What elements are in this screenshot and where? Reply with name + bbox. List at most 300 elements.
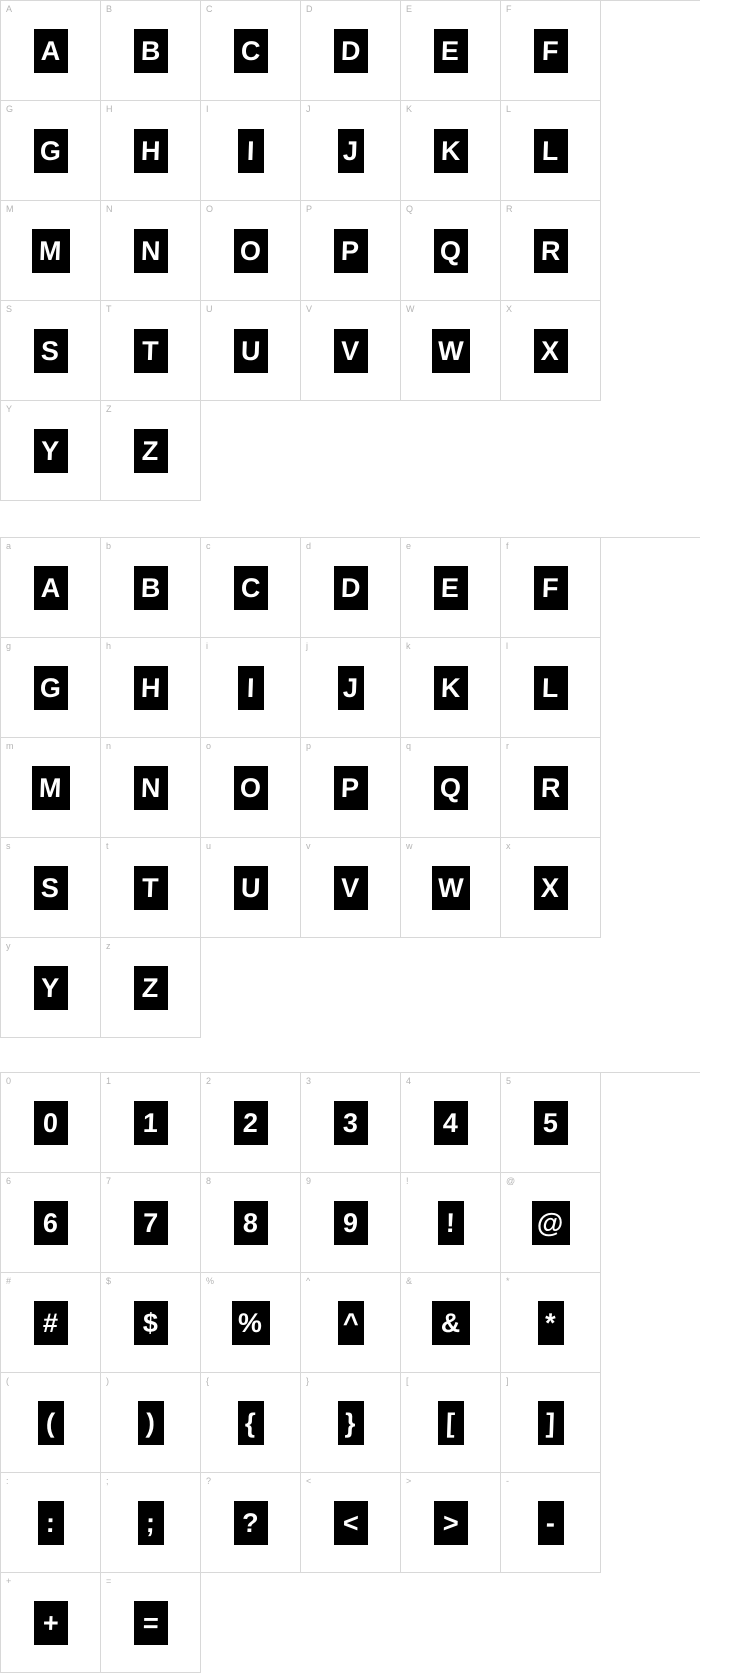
glyph-code-label: K <box>406 104 413 114</box>
glyph-character: 2 <box>242 1107 259 1138</box>
glyph-cell[interactable] <box>301 1 401 101</box>
glyph-tile <box>134 329 168 373</box>
glyph-cell[interactable] <box>1 1 101 101</box>
glyph-cell[interactable] <box>101 538 201 638</box>
glyph-character: X <box>540 335 561 366</box>
glyph-tile <box>434 666 468 710</box>
glyph-character: 7 <box>142 1207 159 1238</box>
glyph-code-label: P <box>306 204 313 214</box>
glyph-cell[interactable] <box>1 538 101 638</box>
glyph-tile <box>34 429 68 473</box>
block-lowercase <box>0 537 740 1038</box>
glyph-cell[interactable] <box>101 401 201 501</box>
glyph-cell[interactable] <box>101 1273 201 1373</box>
glyph-code-label: t <box>106 841 109 851</box>
glyph-character: * <box>544 1307 557 1338</box>
glyph-cell[interactable] <box>1 1473 101 1573</box>
glyph-character: G <box>39 672 62 703</box>
glyph-tile <box>334 329 368 373</box>
glyph-code-label: Z <box>106 404 112 414</box>
glyph-cell[interactable] <box>101 301 201 401</box>
glyph-character: N <box>140 235 161 266</box>
glyph-character: C <box>240 572 261 603</box>
glyph-code-label: R <box>506 204 513 214</box>
glyph-character: 6 <box>42 1207 59 1238</box>
glyph-tile <box>134 866 168 910</box>
glyph-character: B <box>140 572 161 603</box>
glyph-cell[interactable] <box>501 1473 601 1573</box>
glyph-character: ] <box>545 1407 556 1438</box>
glyph-character: V <box>340 872 361 903</box>
glyph-character: ) <box>145 1407 156 1438</box>
glyph-character: U <box>240 872 261 903</box>
glyph-character: 4 <box>442 1107 459 1138</box>
glyph-cell[interactable] <box>101 838 201 938</box>
glyph-tile <box>434 29 468 73</box>
glyph-cell[interactable] <box>201 538 301 638</box>
glyph-tile <box>334 229 368 273</box>
glyph-code-label: w <box>406 841 413 851</box>
glyph-cell[interactable] <box>1 838 101 938</box>
block-divider <box>0 501 740 537</box>
glyph-tile <box>434 1501 468 1545</box>
glyph-character: = <box>142 1607 159 1638</box>
glyph-tile <box>334 29 368 73</box>
glyph-code-label: k <box>406 641 411 651</box>
glyph-cell[interactable] <box>101 1073 201 1173</box>
glyph-cell[interactable] <box>101 1173 201 1273</box>
glyph-tile <box>238 1401 264 1445</box>
glyph-tile <box>34 129 68 173</box>
glyph-code-label: g <box>6 641 12 651</box>
glyph-tile <box>534 229 568 273</box>
glyph-code-label: ! <box>406 1176 409 1186</box>
glyph-code-label: n <box>106 741 112 751</box>
glyph-character: Z <box>141 972 160 1003</box>
glyph-tile <box>134 766 168 810</box>
glyph-code-label: i <box>206 641 208 651</box>
glyph-tile <box>234 1501 268 1545</box>
glyph-code-label: N <box>106 204 113 214</box>
glyph-character: H <box>140 672 161 703</box>
glyph-cell[interactable] <box>201 1073 301 1173</box>
glyph-code-label: 2 <box>206 1076 212 1086</box>
glyph-character: D <box>340 35 361 66</box>
glyph-code-label: c <box>206 541 211 551</box>
glyph-tile <box>34 1101 68 1145</box>
glyph-cell[interactable] <box>501 538 601 638</box>
glyph-character: ! <box>445 1207 456 1238</box>
glyph-cell[interactable] <box>101 1373 201 1473</box>
glyph-cell[interactable] <box>201 1273 301 1373</box>
glyph-code-label: 1 <box>106 1076 112 1086</box>
glyph-character: < <box>342 1507 359 1538</box>
glyph-code-label: D <box>306 4 313 14</box>
glyph-cell[interactable] <box>201 101 301 201</box>
glyph-cell[interactable] <box>101 738 201 838</box>
glyph-tile <box>134 566 168 610</box>
glyph-cell[interactable] <box>101 201 201 301</box>
glyph-code-label: ) <box>106 1376 109 1386</box>
glyph-character: 9 <box>342 1207 359 1238</box>
glyph-tile <box>38 1401 64 1445</box>
glyph-character: V <box>340 335 361 366</box>
glyph-code-label: ; <box>106 1476 109 1486</box>
glyph-cell[interactable] <box>501 638 601 738</box>
glyph-cell-empty <box>301 938 401 1038</box>
glyph-tile <box>34 1301 68 1345</box>
glyph-tile <box>538 1401 564 1445</box>
glyph-tile <box>334 1101 368 1145</box>
glyph-cell[interactable] <box>301 538 401 638</box>
glyph-character: A <box>40 572 61 603</box>
glyph-tile <box>138 1501 164 1545</box>
glyph-character: C <box>240 35 261 66</box>
glyph-cell[interactable] <box>501 301 601 401</box>
glyph-code-label: * <box>506 1276 510 1286</box>
glyph-code-label: } <box>306 1376 310 1386</box>
glyph-cell[interactable] <box>1 1373 101 1473</box>
glyph-character: R <box>540 235 561 266</box>
glyph-character: + <box>42 1607 59 1638</box>
glyph-tile <box>334 566 368 610</box>
glyph-tile <box>334 1501 368 1545</box>
glyph-tile <box>134 666 168 710</box>
glyph-character: 0 <box>42 1107 59 1138</box>
glyph-cell[interactable] <box>501 1 601 101</box>
glyph-cell[interactable] <box>401 1 501 101</box>
glyph-character: 1 <box>142 1107 159 1138</box>
glyph-code-label: u <box>206 841 212 851</box>
glyph-character: L <box>541 672 560 703</box>
glyph-code-label: e <box>406 541 412 551</box>
glyph-cell[interactable] <box>501 1273 601 1373</box>
glyph-tile <box>134 1301 168 1345</box>
glyph-code-label: L <box>506 104 512 114</box>
block-digits-symbols <box>0 1072 740 1673</box>
glyph-tile <box>134 1101 168 1145</box>
glyph-character: O <box>239 772 262 803</box>
glyph-code-label: H <box>106 104 113 114</box>
glyph-tile <box>438 1401 464 1445</box>
glyph-character: ? <box>241 1507 260 1538</box>
glyph-code-label: ] <box>506 1376 509 1386</box>
glyph-code-label: x <box>506 841 511 851</box>
glyph-character: $ <box>142 1307 159 1338</box>
glyph-code-label: 5 <box>506 1076 512 1086</box>
glyph-cell[interactable] <box>401 1373 501 1473</box>
glyph-code-label: 9 <box>306 1176 312 1186</box>
glyph-tile <box>34 1201 68 1245</box>
glyph-cell[interactable] <box>401 1473 501 1573</box>
glyph-tile <box>34 566 68 610</box>
glyph-cell[interactable] <box>201 301 301 401</box>
glyph-cell[interactable] <box>201 738 301 838</box>
glyph-code-label: F <box>506 4 512 14</box>
glyph-cell[interactable] <box>201 838 301 938</box>
glyph-cell[interactable] <box>301 301 401 401</box>
glyph-cell[interactable] <box>101 1573 201 1673</box>
glyph-character: 3 <box>342 1107 359 1138</box>
glyph-character: P <box>340 772 361 803</box>
glyph-tile <box>234 229 268 273</box>
glyph-cell[interactable] <box>301 1273 401 1373</box>
glyph-character: G <box>39 135 62 166</box>
glyph-code-label: V <box>306 304 313 314</box>
glyph-cell[interactable] <box>101 101 201 201</box>
glyph-tile <box>534 866 568 910</box>
glyph-tile <box>234 29 268 73</box>
glyph-tile <box>232 1301 270 1345</box>
glyph-cell[interactable] <box>301 101 401 201</box>
glyph-code-label: O <box>206 204 214 214</box>
glyph-tile <box>234 866 268 910</box>
glyph-cell[interactable] <box>1 301 101 401</box>
glyph-character: ( <box>45 1407 56 1438</box>
glyph-character: O <box>239 235 262 266</box>
glyph-character: @ <box>536 1207 565 1238</box>
glyph-tile <box>338 129 364 173</box>
glyph-cell[interactable] <box>401 1073 501 1173</box>
glyph-code-label: q <box>406 741 412 751</box>
glyph-code-label: 8 <box>206 1176 212 1186</box>
glyph-cell[interactable] <box>301 1173 401 1273</box>
glyph-code-label: T <box>106 304 112 314</box>
glyph-tile <box>534 129 568 173</box>
glyph-tile <box>234 1101 268 1145</box>
block-uppercase <box>0 0 740 501</box>
glyph-cell[interactable] <box>101 1473 201 1573</box>
glyph-code-label: l <box>506 641 508 651</box>
glyph-character: # <box>42 1307 59 1338</box>
glyph-character: N <box>140 772 161 803</box>
glyph-code-label: f <box>506 541 509 551</box>
glyph-tile <box>134 1601 168 1645</box>
glyph-character: } <box>344 1407 357 1438</box>
glyph-character: 5 <box>542 1107 559 1138</box>
glyph-character: R <box>540 772 561 803</box>
glyph-cell[interactable] <box>1 101 101 201</box>
glyph-tile <box>338 1401 364 1445</box>
glyph-cell[interactable] <box>101 1 201 101</box>
glyph-character: L <box>541 135 560 166</box>
glyph-tile <box>38 1501 64 1545</box>
glyph-cell[interactable] <box>501 201 601 301</box>
glyph-cell[interactable] <box>1 1273 101 1373</box>
glyph-cell[interactable] <box>201 1173 301 1273</box>
glyph-code-label: 4 <box>406 1076 412 1086</box>
glyph-code-label: ? <box>206 1476 212 1486</box>
glyph-character: J <box>342 672 359 703</box>
glyph-cell[interactable] <box>401 538 501 638</box>
glyph-code-label: a <box>6 541 12 551</box>
glyph-cell[interactable] <box>301 1073 401 1173</box>
glyph-cell[interactable] <box>1 1073 101 1173</box>
glyph-tile <box>334 766 368 810</box>
glyph-cell[interactable] <box>401 1173 501 1273</box>
glyph-cell[interactable] <box>501 101 601 201</box>
glyph-code-label: + <box>6 1576 12 1586</box>
glyph-tile <box>338 1301 364 1345</box>
glyph-code-label: 3 <box>306 1076 312 1086</box>
glyph-tile <box>34 329 68 373</box>
glyph-tile <box>238 666 264 710</box>
glyph-cell[interactable] <box>401 101 501 201</box>
glyph-character: 8 <box>242 1207 259 1238</box>
glyph-cell-empty <box>401 1573 501 1673</box>
glyph-code-label: v <box>306 841 311 851</box>
glyph-grid-lowercase <box>0 537 700 1038</box>
glyph-cell[interactable] <box>401 201 501 301</box>
glyph-tile <box>434 229 468 273</box>
glyph-cell[interactable] <box>401 1273 501 1373</box>
glyph-tile <box>234 566 268 610</box>
glyph-cell[interactable] <box>201 1473 301 1573</box>
glyph-character: J <box>342 135 359 166</box>
glyph-character: Y <box>40 435 61 466</box>
glyph-tile <box>134 229 168 273</box>
glyph-tile <box>34 866 68 910</box>
glyph-character: ; <box>145 1507 156 1538</box>
glyph-tile <box>32 766 70 810</box>
glyph-code-label: [ <box>406 1376 409 1386</box>
glyph-character: & <box>440 1307 461 1338</box>
glyph-code-label: X <box>506 304 513 314</box>
glyph-code-label: m <box>6 741 14 751</box>
glyph-character: ^ <box>342 1307 359 1338</box>
glyph-tile <box>138 1401 164 1445</box>
glyph-tile <box>534 329 568 373</box>
glyph-cell[interactable] <box>201 201 301 301</box>
glyph-character: D <box>340 572 361 603</box>
glyph-tile <box>34 966 68 1010</box>
glyph-cell[interactable] <box>301 201 401 301</box>
glyph-cell[interactable] <box>301 838 401 938</box>
glyph-code-label: J <box>306 104 311 114</box>
glyph-cell[interactable] <box>201 1 301 101</box>
glyph-grid-uppercase <box>0 0 700 501</box>
glyph-cell[interactable] <box>1 1573 101 1673</box>
glyph-character: > <box>442 1507 459 1538</box>
glyph-code-label: ( <box>6 1376 9 1386</box>
glyph-code-label: 7 <box>106 1176 112 1186</box>
glyph-code-label: # <box>6 1276 12 1286</box>
glyph-code-label: W <box>406 304 415 314</box>
glyph-cell[interactable] <box>1 401 101 501</box>
glyph-cell[interactable] <box>501 1073 601 1173</box>
glyph-tile <box>32 229 70 273</box>
glyph-tile <box>534 29 568 73</box>
glyph-character: Q <box>439 772 462 803</box>
glyph-tile <box>434 129 468 173</box>
glyph-tile <box>534 766 568 810</box>
glyph-character: M <box>38 235 63 266</box>
glyph-code-label: B <box>106 4 113 14</box>
glyph-code-label: U <box>206 304 213 314</box>
glyph-tile <box>34 1601 68 1645</box>
glyph-cell[interactable] <box>401 301 501 401</box>
glyph-cell-empty <box>201 401 301 501</box>
glyph-tile <box>134 1201 168 1245</box>
glyph-cell[interactable] <box>301 1373 401 1473</box>
glyph-code-label: % <box>206 1276 215 1286</box>
glyph-character: T <box>141 335 160 366</box>
glyph-tile <box>432 1301 470 1345</box>
glyph-cell[interactable] <box>201 638 301 738</box>
glyph-cell[interactable] <box>1 1173 101 1273</box>
glyph-character: S <box>40 335 61 366</box>
glyph-cell[interactable] <box>401 738 501 838</box>
glyph-cell[interactable] <box>301 1473 401 1573</box>
glyph-cell[interactable] <box>1 201 101 301</box>
glyph-tile <box>234 329 268 373</box>
glyph-cell[interactable] <box>501 838 601 938</box>
glyph-cell[interactable] <box>501 738 601 838</box>
glyph-character: W <box>437 335 464 366</box>
glyph-tile <box>134 29 168 73</box>
glyph-cell[interactable] <box>501 1173 601 1273</box>
glyph-tile <box>334 1201 368 1245</box>
glyph-code-label: y <box>6 941 11 951</box>
glyph-cell-empty <box>301 1573 401 1673</box>
glyph-tile <box>334 866 368 910</box>
glyph-tile <box>438 1201 464 1245</box>
glyph-cell[interactable] <box>101 938 201 1038</box>
glyph-cell[interactable] <box>101 638 201 738</box>
glyph-code-label: $ <box>106 1276 112 1286</box>
glyph-tile <box>234 766 268 810</box>
glyph-character: I <box>246 672 255 703</box>
glyph-code-label: & <box>406 1276 413 1286</box>
block-divider <box>0 1038 740 1072</box>
glyph-code-label: E <box>406 4 413 14</box>
glyph-code-label: G <box>6 104 14 114</box>
glyph-cell[interactable] <box>1 738 101 838</box>
glyph-code-label: M <box>6 204 14 214</box>
glyph-cell[interactable] <box>1 638 101 738</box>
glyph-cell[interactable] <box>501 1373 601 1473</box>
glyph-character: B <box>140 35 161 66</box>
glyph-tile <box>434 566 468 610</box>
glyph-character: E <box>440 35 461 66</box>
glyph-code-label: h <box>106 641 112 651</box>
glyph-character: E <box>440 572 461 603</box>
glyph-code-label: > <box>406 1476 412 1486</box>
glyph-tile <box>234 1201 268 1245</box>
glyph-character: X <box>540 872 561 903</box>
glyph-cell-empty <box>201 1573 301 1673</box>
glyph-cell[interactable] <box>401 838 501 938</box>
glyph-tile <box>534 1101 568 1145</box>
glyph-tile <box>434 766 468 810</box>
glyph-code-label: s <box>6 841 11 851</box>
glyph-tile <box>538 1501 564 1545</box>
glyph-code-label: p <box>306 741 312 751</box>
glyph-code-label: Y <box>6 404 13 414</box>
glyph-code-label: - <box>506 1476 509 1486</box>
glyph-code-label: z <box>106 941 111 951</box>
glyph-cell[interactable] <box>301 638 401 738</box>
glyph-character: W <box>437 872 464 903</box>
glyph-code-label: Q <box>406 204 414 214</box>
glyph-cell[interactable] <box>201 1373 301 1473</box>
glyph-code-label: : <box>6 1476 9 1486</box>
glyph-character: Y <box>40 972 61 1003</box>
glyph-cell[interactable] <box>301 738 401 838</box>
glyph-cell[interactable] <box>1 938 101 1038</box>
glyph-character: - <box>545 1507 556 1538</box>
glyph-cell[interactable] <box>401 638 501 738</box>
